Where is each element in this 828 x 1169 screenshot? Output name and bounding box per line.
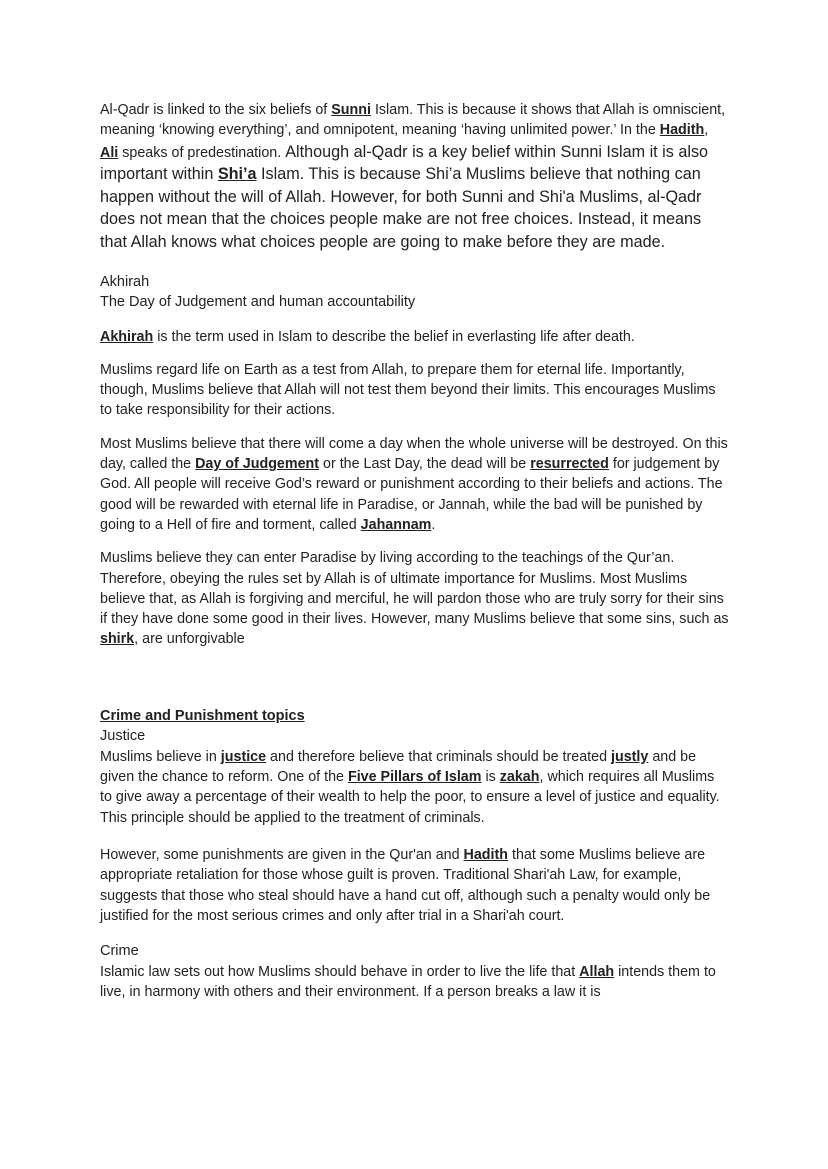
justice-title: Justice	[100, 728, 146, 745]
akhirah-p3-text-3: for judgement by God. All people will receive God’s reward or punishment according to their beliefs and actions. The good will be rewarded with eternal life in Paradise, or Jannah, while the bad will be punished by going to a Hell of fire and torment, called	[100, 456, 723, 533]
akhirah-p1-text: is the term used in Islam to describe the belief in everlasting life after death.	[153, 328, 635, 345]
intro-text-4: speaks of predestination.	[118, 144, 286, 161]
term-justice: justice	[220, 748, 267, 765]
intro-text-3: ,	[704, 122, 709, 139]
crime-p1-text-2: intends them to live, in harmony with others and their environment. If a person breaks a law it is	[100, 963, 716, 1000]
akhirah-p3-text-4: .	[431, 516, 436, 533]
term-shirk: shirk	[100, 631, 135, 648]
akhirah-p4-text-2: , are unforgivable	[134, 631, 245, 648]
akhirah-subtitle: The Day of Judgement and human accountability	[100, 294, 416, 311]
akhirah-p3-text-2: or the Last Day, the dead will be	[319, 456, 531, 473]
akhirah-paragraph-2: Muslims regard life on Earth as a test from Allah, to prepare them for eternal life. Importantly, though, Muslims believe that Allah will not test them beyond their limits. This encourages Muslims to take responsibility for their actions.	[100, 361, 716, 419]
term-day-of-judgement: Day of Judgement	[195, 456, 320, 473]
intro-text-5: Although al-Qadr is a key belief within Sunni Islam it is also important within	[100, 142, 709, 184]
crime-p1-text-1: Islamic law sets out how Muslims should behave in order to live the life that	[100, 963, 580, 980]
term-akhirah: Akhirah	[100, 328, 154, 345]
crime-title: Crime	[100, 943, 139, 960]
akhirah-title: Akhirah	[100, 273, 150, 290]
term-five-pillars: Five Pillars of Islam	[347, 769, 482, 786]
term-justly: justly	[611, 748, 649, 765]
term-sunni: Sunni	[331, 102, 371, 118]
justice-p2-text-2: that some Muslims believe are appropriate retaliation for those whose guilt is proven. Traditional Shari'ah Law, for example, suggests that those who steal should have a hand cut off, although such a penalty would only be justified for the most serious crimes and only after trial in a Shari'ah court.	[100, 846, 711, 924]
intro-text-2: Islam. This is because it shows that Allah is omniscient, meaning ‘knowing everything’, and omnipotent, meaning ‘having unlimited power.’ In the	[100, 102, 726, 139]
akhirah-paragraph-1	[100, 327, 730, 347]
justice-p1-text-1: Muslims believe in	[100, 748, 221, 765]
term-ali: Ali	[100, 144, 119, 161]
term-jahannam: Jahannam	[360, 516, 432, 533]
justice-p1-text-4: is	[481, 769, 500, 786]
akhirah-paragraph-3	[100, 434, 730, 535]
document-page	[100, 100, 730, 1002]
justice-paragraph-1	[100, 747, 730, 828]
crime-paragraph-1	[100, 962, 730, 1003]
crime-heading: Crime and Punishment topics	[100, 707, 305, 724]
term-hadith-2: Hadith	[463, 846, 509, 863]
akhirah-paragraph-4	[100, 548, 730, 649]
intro-text-1: Al-Qadr is linked to the six beliefs of	[100, 102, 332, 118]
term-shia: Shi’a	[217, 165, 257, 184]
justice-p1-text-3: and be given the chance to reform. One of the	[100, 748, 697, 786]
term-allah: Allah	[579, 963, 615, 980]
term-hadith: Hadith	[659, 122, 705, 139]
justice-p1-text-2: and therefore believe that criminals should be treated	[266, 748, 611, 765]
intro-paragraph	[100, 100, 730, 254]
justice-p2-text-1: However, some punishments are given in the Qur'an and	[100, 846, 464, 863]
intro-text-6: Islam. This is because Shi’a Muslims believe that nothing can happen without the will of Allah. However, for both Sunni and Shi'a Muslims, al-Qadr does not mean that the choices people make are not free choices. Instead, it means that Allah knows what choices people are going to make before they are made.	[100, 165, 702, 251]
term-zakah: zakah	[499, 769, 540, 786]
akhirah-p4-text-1: Muslims believe they can enter Paradise by living according to the teachings of the Qur’an. Therefore, obeying the rules set by Allah is of ultimate importance for Muslims. Most Muslims believe that, as Allah is forgiving and merciful, he will pardon those who are truly sorry for their sins if they have done some good in their lives. However, many Muslims believe that some sins, such as	[100, 550, 729, 628]
justice-p1-text-5: , which requires all Muslims to give away a percentage of their wealth to help the poor, to ensure a level of justice and equality. This principle should be applied to the treatment of criminals.	[100, 769, 720, 826]
term-resurrected: resurrected	[530, 456, 609, 473]
akhirah-p3-text-1: Most Muslims believe that there will come a day when the whole universe will be destroyed. On this day, called the	[100, 435, 728, 473]
justice-paragraph-2	[100, 845, 730, 926]
